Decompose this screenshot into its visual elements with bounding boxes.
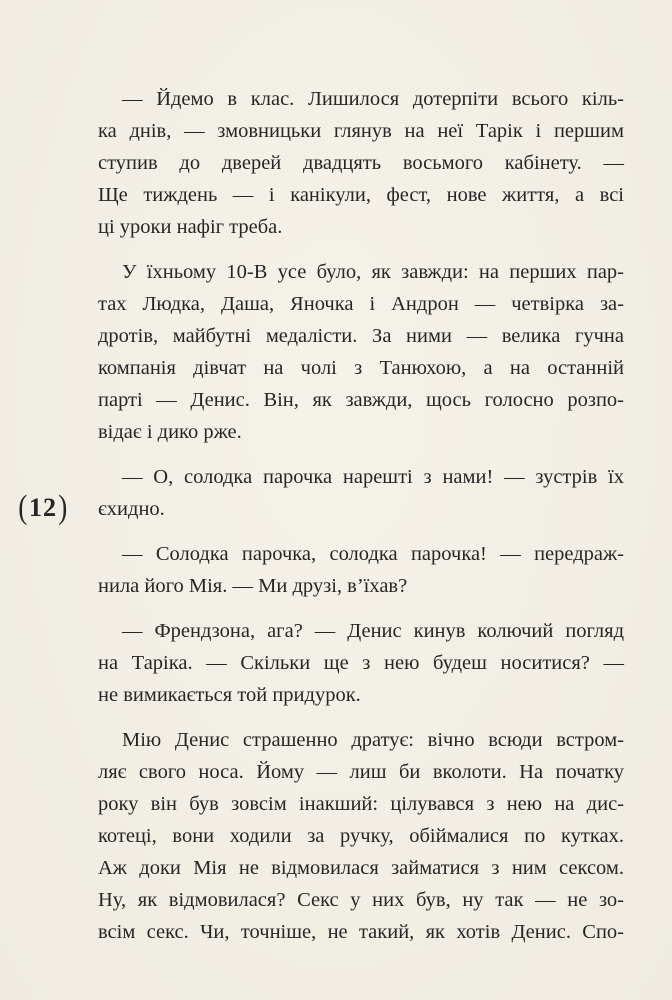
- paragraph: [98, 83, 624, 243]
- page-number-close-paren: ): [58, 489, 69, 526]
- text-line: — Френдзона, ага? — Денис кинув колючий погляд: [122, 620, 624, 642]
- text-line: — О, солодка парочка нарешті з нами! — зустрів їх: [122, 466, 624, 488]
- text-line: ка днів, — змовницьки глянув на неї Тарік і першим: [98, 120, 624, 142]
- text-line: — Йдемо в клас. Лишилося дотерпіти всього кіль-: [122, 88, 624, 110]
- text-line: дротів, майбутні медалісти. За ними — велика гучна: [98, 325, 624, 347]
- text-line: Мію Денис страшенно дратує: вічно всюди встром-: [122, 729, 624, 751]
- text-line: Аж доки Мія не відмовилася займатися з ним сексом.: [98, 857, 624, 879]
- text-line: тах Людка, Даша, Яночка і Андрон — четвірка за-: [98, 293, 624, 315]
- text-line: Ще тиждень — і канікули, фест, нове життя, а всі: [98, 184, 624, 206]
- text-line: відає і дико рже.: [98, 421, 242, 443]
- page-number-open-paren: (: [17, 489, 28, 526]
- text-line: компанія дівчат на чолі з Танюхою, а на останній: [98, 357, 624, 379]
- text-line: У їхньому 10-В усе було, як завжди: на перших пар-: [122, 261, 624, 283]
- paragraph: [98, 724, 624, 948]
- paragraph: [98, 256, 624, 448]
- paragraph: [98, 538, 624, 602]
- text-line: котеці, вони ходили за ручку, обіймалися по кутках.: [98, 825, 624, 847]
- page-number-value: 12: [29, 493, 57, 522]
- text-line: нила його Мія. — Ми друзі, в’їхав?: [98, 575, 408, 597]
- text-line: парті — Денис. Він, як завжди, щось голосно розпо-: [98, 389, 624, 411]
- text-line: ступив до дверей двадцять восьмого кабінету. —: [98, 152, 624, 174]
- text-line: не вимикається той придурок.: [98, 684, 361, 706]
- text-line: року він був зовсім інакший: цілувався з нею на дис-: [98, 793, 624, 815]
- text-line: ці уроки нафіг треба.: [98, 216, 283, 238]
- text-line: — Солодка парочка, солодка парочка! — передраж-: [122, 543, 624, 565]
- paragraph: [98, 615, 624, 711]
- text-line: Ну, як відмовилася? Секс у них був, ну так — не зо-: [98, 889, 624, 911]
- paragraph: [98, 461, 624, 525]
- text-line: ляє свого носа. Йому — лиш би вколоти. На початку: [98, 761, 624, 783]
- body-text: [98, 83, 624, 948]
- page-number: [14, 490, 72, 526]
- text-line: на Таріка. — Скільки ще з нею будеш носитися? —: [98, 652, 624, 674]
- text-line: всім секс. Чи, точніше, не такий, як хотів Денис. Спо-: [98, 921, 624, 943]
- text-line: єхидно.: [98, 498, 165, 520]
